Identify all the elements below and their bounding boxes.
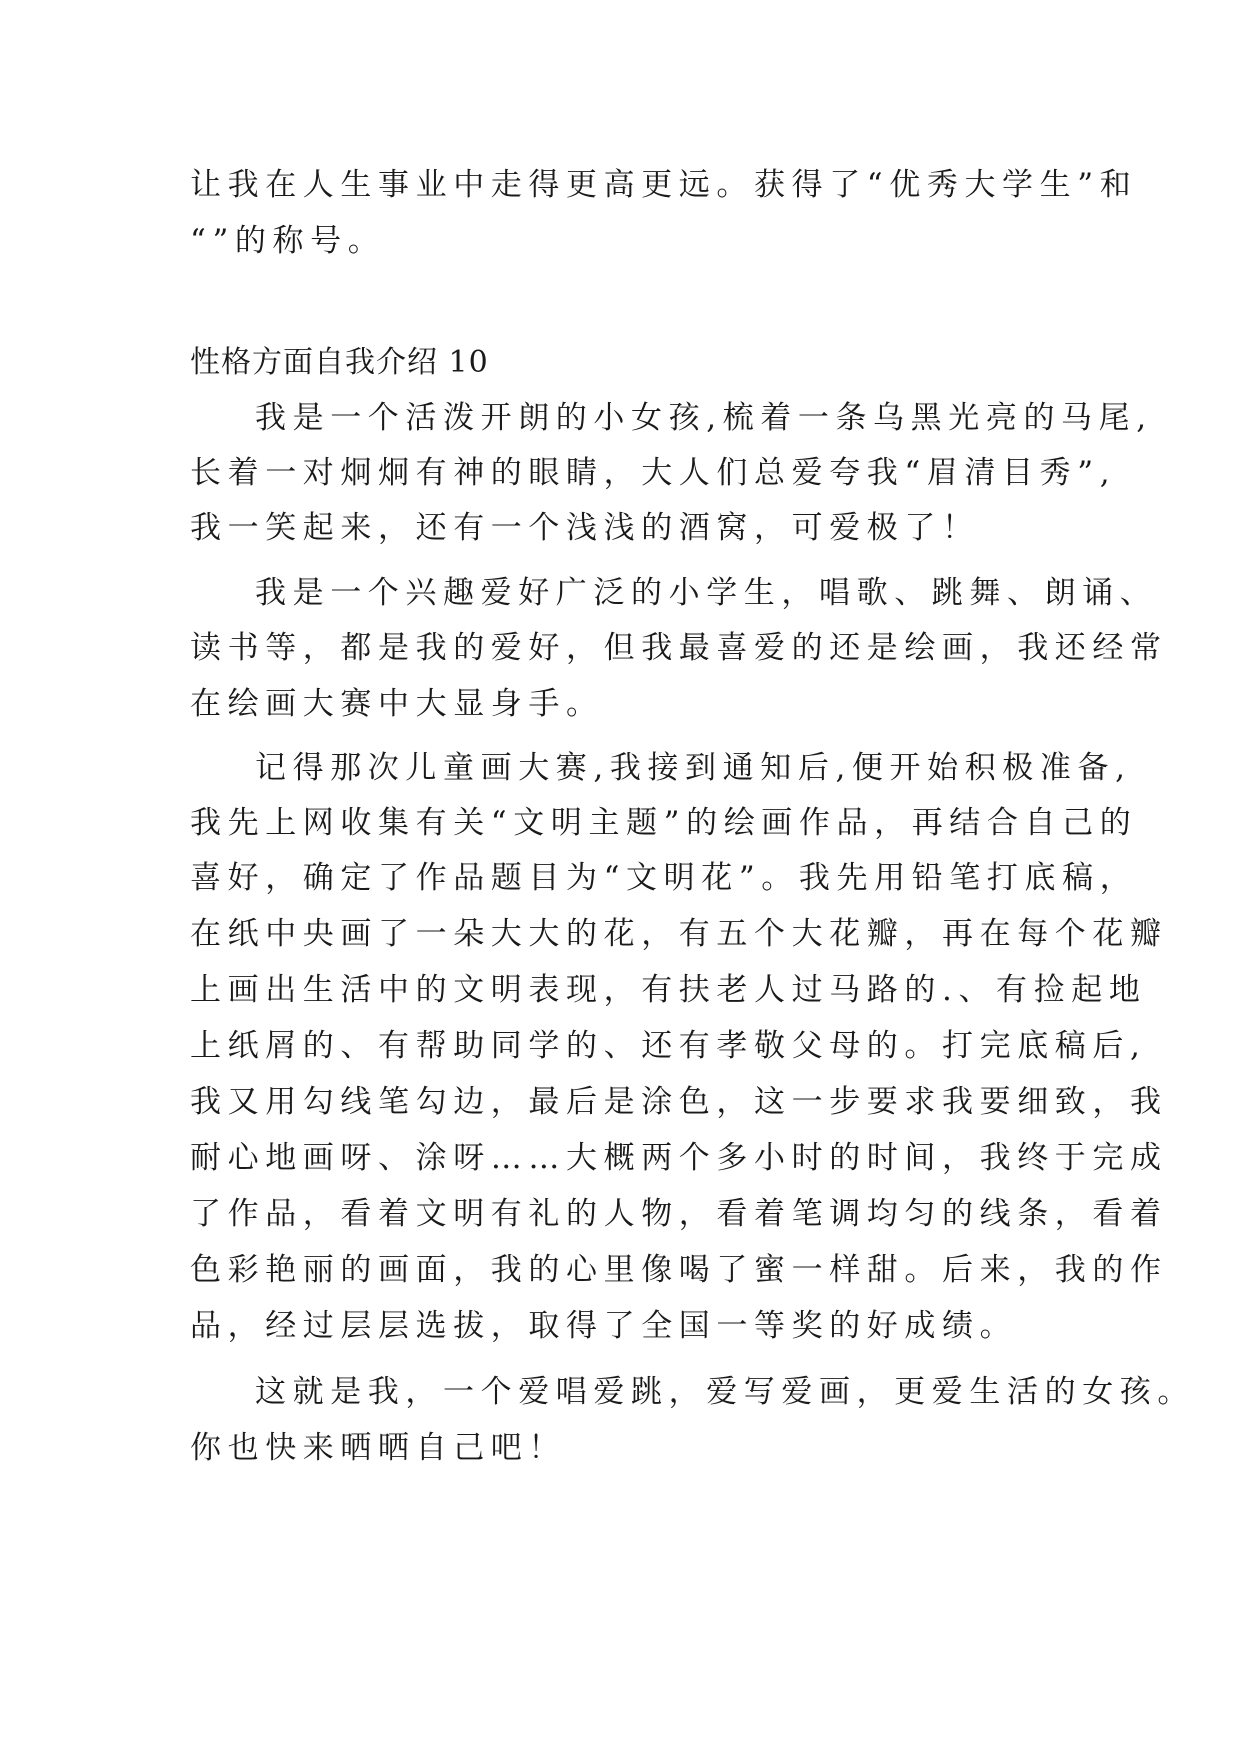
paragraph-3-line-3: 喜好，确定了作品题目为“文明花”。我先用铅笔打底稿， [190,860,1138,896]
paragraph-3-line-2: 我先上网收集有关“文明主题”的绘画作品，再结合自己的 [190,805,1138,841]
paragraph-3-line-5: 上画出生活中的文明表现，有扶老人过马路的.、有捡起地 [190,972,1147,1008]
paragraph-2-line-3: 在绘画大赛中大显身手。 [190,686,604,722]
intro-line-1: 让我在人生事业中走得更高更远。获得了“优秀大学生”和 [190,167,1138,203]
section-heading: 性格方面自我介绍 10 [190,345,489,380]
paragraph-3-line-4: 在纸中央画了一朵大大的花，有五个大花瓣，再在每个花瓣 [190,916,1168,952]
paragraph-3-line-6: 上纸屑的、有帮助同学的、还有孝敬父母的。打完底稿后, [190,1028,1147,1064]
paragraph-3-line-9: 了作品，看着文明有礼的人物，看着笔调均匀的线条，看着 [190,1196,1168,1232]
paragraph-1-line-1: 我是一个活泼开朗的小女孩,梳着一条乌黑光亮的马尾, [255,400,1153,436]
paragraph-3-line-10: 色彩艳丽的画面，我的心里像喝了蜜一样甜。后来，我的作 [190,1252,1168,1288]
paragraph-2-line-1: 我是一个兴趣爱好广泛的小学生，唱歌、跳舞、朗诵、 [255,575,1158,611]
paragraph-3-line-7: 我又用勾线笔勾边，最后是涂色，这一步要求我要细致，我 [190,1084,1168,1120]
paragraph-2-line-2: 读书等，都是我的爱好，但我最喜爱的还是绘画，我还经常 [190,630,1168,666]
paragraph-3-line-1: 记得那次儿童画大赛,我接到通知后,便开始积极准备, [255,750,1132,786]
paragraph-1-line-3: 我一笑起来，还有一个浅浅的酒窝，可爱极了！ [190,510,980,546]
paragraph-3-line-8: 耐心地画呀、涂呀……大概两个多小时的时间，我终于完成 [190,1140,1168,1176]
paragraph-1-line-2: 长着一对炯炯有神的眼睛，大人们总爱夸我“眉清目秀”, [190,455,1117,491]
intro-line-2: “”的称号。 [190,223,386,259]
paragraph-4-line-2: 你也快来晒晒自己吧！ [190,1430,566,1466]
paragraph-4-line-1: 这就是我，一个爱唱爱跳，爱写爱画，更爱生活的女孩。 [255,1374,1195,1410]
paragraph-3-line-11: 品，经过层层选拔，取得了全国一等奖的好成绩。 [190,1308,1018,1344]
